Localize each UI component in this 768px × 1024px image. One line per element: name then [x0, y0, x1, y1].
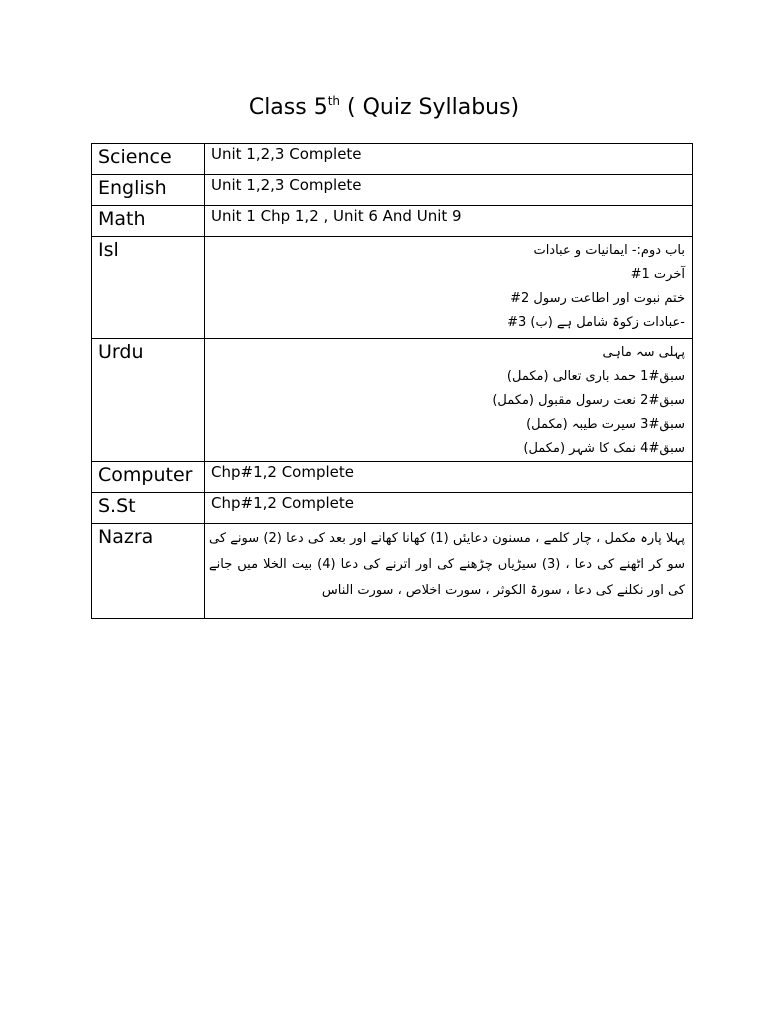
- table-row-math: [92, 206, 693, 237]
- table-row-science: [92, 144, 693, 175]
- table-row-english: [92, 175, 693, 206]
- subject-english: English: [92, 175, 205, 206]
- isl-line: باب دوم:- ایمانیات و عبادات: [533, 243, 685, 258]
- subject-science: Science: [92, 144, 205, 175]
- urdu-line: سبق#1 حمد باری تعالی (مکمل): [506, 369, 685, 384]
- table-row-urdu: [92, 339, 693, 462]
- urdu-line: سبق#4 نمک کا شہر (مکمل): [523, 441, 685, 456]
- content-math: Unit 1 Chp 1,2 , Unit 6 And Unit 9: [205, 206, 693, 237]
- table-row-isl: [92, 237, 693, 339]
- content-urdu: [205, 339, 693, 462]
- content-computer: Chp#1,2 Complete: [205, 462, 693, 493]
- isl-line: -عبادات زکوۃ شامل ہے (ب) 3#: [507, 315, 685, 330]
- isl-line: آخرت 1#: [630, 267, 685, 282]
- subject-nazra: Nazra: [92, 524, 205, 619]
- syllabus-table: [91, 143, 693, 619]
- content-nazra: پہلا پارہ مکمل ، چار کلمے ، مسنون دعایئں (1) کھانا کھانے اور بعد کی دعا (2) سونے کی سو کر اٹھنے کی دعا ، (3) سیڑیاں چڑھنے کی اور اترنے کی دعا (4) بیت الخلا میں جانے کی اور نکلنے کی دعا ، سورۃ الکوثر ، سورت اخلاص ، سورت الناس: [205, 524, 693, 619]
- table-row-sst: [92, 493, 693, 524]
- title-text: Class 5: [248, 95, 328, 120]
- title-rest: ( Quiz Syllabus): [340, 95, 520, 120]
- isl-line: ختم نبوت اور اطاعت رسول 2#: [510, 291, 685, 306]
- content-science: Unit 1,2,3 Complete: [205, 144, 693, 175]
- subject-isl: Isl: [92, 237, 205, 339]
- title-superscript: th: [327, 94, 341, 108]
- table-row-computer: [92, 462, 693, 493]
- content-isl: [205, 237, 693, 339]
- table-row-nazra: [92, 524, 693, 619]
- urdu-line: پہلی سہ ماہی: [602, 345, 685, 360]
- subject-computer: Computer: [92, 462, 205, 493]
- content-sst: Chp#1,2 Complete: [205, 493, 693, 524]
- urdu-line: سبق#3 سیرت طیبہ (مکمل): [526, 417, 685, 432]
- subject-math: Math: [92, 206, 205, 237]
- subject-sst: S.St: [92, 493, 205, 524]
- page-title: [0, 94, 768, 120]
- urdu-line: سبق#2 نعت رسول مقبول (مکمل): [492, 393, 685, 408]
- subject-urdu: Urdu: [92, 339, 205, 462]
- content-english: Unit 1,2,3 Complete: [205, 175, 693, 206]
